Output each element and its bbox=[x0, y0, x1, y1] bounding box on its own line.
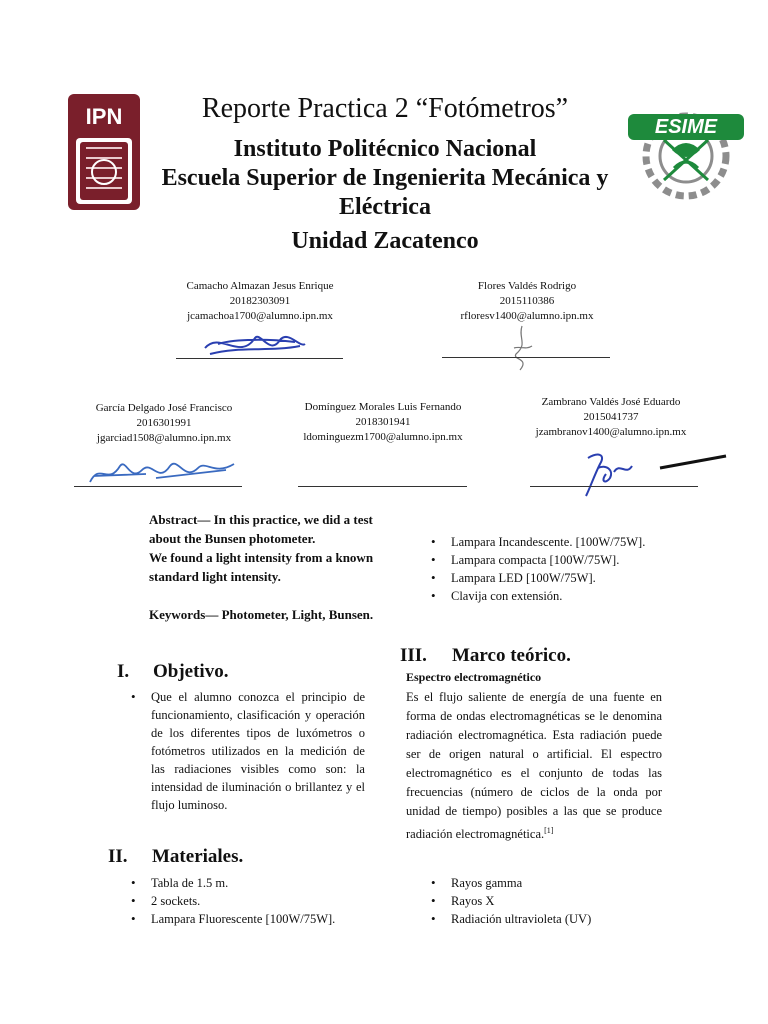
signature-1 bbox=[200, 326, 310, 366]
list-item: • Rayos X bbox=[451, 892, 663, 910]
author-block bbox=[511, 395, 711, 440]
author-id: 2015110386 bbox=[499, 295, 555, 307]
author-id: 2016301991 bbox=[136, 417, 192, 429]
section-title: Marco teórico. bbox=[452, 645, 571, 666]
institute-name: Instituto Politécnico Nacional bbox=[233, 136, 537, 162]
section-title: Materiales. bbox=[152, 846, 244, 867]
author-block bbox=[427, 279, 627, 324]
keywords: Keywords— Photometer, Light, Bunsen. bbox=[149, 607, 374, 622]
signature-line bbox=[442, 357, 610, 358]
signature-line bbox=[74, 486, 242, 487]
abstract bbox=[149, 510, 389, 624]
author-email: jzambranov1400@alumno.ipn.mx bbox=[535, 426, 687, 438]
marco-list bbox=[451, 874, 663, 928]
list-item: • Radiación ultravioleta (UV) bbox=[451, 910, 663, 928]
abstract-line-1: Abstract— In this practice, we did a test about the Bunsen photometer. bbox=[149, 512, 373, 546]
ipn-logo bbox=[66, 92, 142, 212]
section-number: II. bbox=[108, 846, 128, 867]
section-heading-objetivo bbox=[117, 661, 228, 683]
list-item: • Que el alumno conozca el principio de funcionamiento, clasificación y operación de los diferentes tipos de luxómetros o fotómetros utilizados en la medición de las radiaciones visibles como son: la intensidad de iluminación o brillantez y el flujo luminoso. bbox=[151, 688, 365, 814]
author-name: Camacho Almazan Jesus Enrique bbox=[186, 280, 334, 292]
report-title: Reporte Practica 2 “Fotómetros” bbox=[201, 93, 569, 124]
esime-logo-text: ESIME bbox=[654, 116, 718, 138]
marco-paragraph bbox=[406, 688, 662, 844]
abstract-line-2: We found a light intensity from a known standard light intensity. bbox=[149, 550, 374, 584]
list-item: • Lampara Incandescente. [100W/75W]. bbox=[451, 533, 663, 551]
subsection-title: Espectro electromagnético bbox=[406, 670, 542, 684]
list-item: • Tabla de 1.5 m. bbox=[151, 874, 381, 892]
signature-line bbox=[176, 358, 343, 359]
signature-line bbox=[530, 486, 698, 487]
list-item: • Lampara compacta [100W/75W]. bbox=[451, 551, 663, 569]
objetivo-list bbox=[151, 688, 365, 814]
author-name: García Delgado José Francisco bbox=[95, 402, 233, 414]
signature-5 bbox=[580, 444, 730, 504]
list-item: • Rayos gamma bbox=[451, 874, 663, 892]
paragraph-text: Es el flujo saliente de energía de una fuente en forma de ondas electromagnéticas se le denomina radiación electromagnética. Esta radiación puede ser de origen natural o artificial. El espectro electromagnético es el conjunto de todas las frecuencias (número de ciclos de la onda por unidad de tiempo) posibles a las que se produce radiación electromagnética. bbox=[406, 690, 662, 842]
signature-line bbox=[298, 486, 467, 487]
section-title: Objetivo. bbox=[153, 661, 229, 682]
author-name: Flores Valdés Rodrigo bbox=[477, 280, 577, 292]
author-block bbox=[160, 279, 360, 324]
author-email: ldominguezm1700@alumno.ipn.mx bbox=[303, 431, 463, 443]
citation-ref: [1] bbox=[544, 826, 554, 835]
author-id: 20182303091 bbox=[229, 295, 291, 307]
author-email: jgarciad1508@alumno.ipn.mx bbox=[96, 432, 232, 444]
materiales-list bbox=[151, 874, 381, 928]
author-name: Zambrano Valdés José Eduardo bbox=[541, 396, 681, 408]
author-email: rfloresv1400@alumno.ipn.mx bbox=[460, 310, 594, 322]
list-item: • Lampara LED [100W/75W]. bbox=[451, 569, 663, 587]
author-name: Domínguez Morales Luis Fernando bbox=[304, 401, 462, 413]
author-id: 2015041737 bbox=[583, 411, 639, 423]
list-item: • Clavija con extensión. bbox=[451, 587, 663, 605]
section-number: III. bbox=[400, 645, 427, 666]
section-heading-marco bbox=[400, 645, 571, 667]
materiales-list-cont bbox=[451, 533, 663, 605]
author-block bbox=[64, 401, 264, 446]
ipn-logo-text: IPN bbox=[85, 104, 123, 129]
signature-2 bbox=[508, 324, 538, 372]
esime-logo bbox=[624, 100, 748, 200]
author-id: 2018301941 bbox=[355, 416, 411, 428]
unit-name: Unidad Zacatenco bbox=[291, 228, 479, 254]
section-number: I. bbox=[117, 661, 130, 682]
author-email: jcamachoa1700@alumno.ipn.mx bbox=[187, 310, 333, 322]
list-item: • 2 sockets. bbox=[151, 892, 381, 910]
school-name: Escuela Superior de Ingenierita Mecánica y Eléctrica bbox=[161, 165, 609, 220]
section-heading-materiales bbox=[108, 846, 243, 868]
list-item: • Lampara Fluorescente [100W/75W]. bbox=[151, 910, 381, 928]
author-block bbox=[283, 400, 483, 445]
